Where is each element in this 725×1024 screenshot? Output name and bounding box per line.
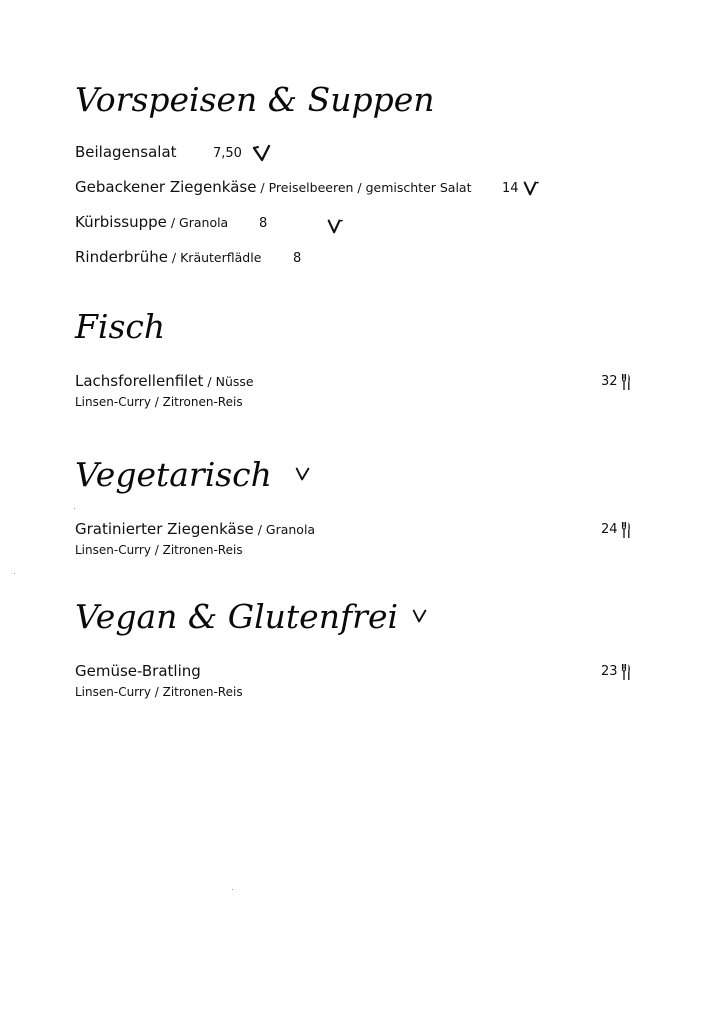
item-name: Gratinierter Ziegenkäse [75,520,254,538]
menu-item-kuerbissuppe [75,215,228,230]
vegetarian-icon [522,179,540,197]
menu-item-rinderbruehe [75,250,261,265]
item-name: Beilagensalat [75,143,177,161]
item-sides: Linsen-Curry / Zitronen-Reis [75,543,243,557]
item-name: Gemüse-Bratling [75,662,201,680]
item-name: Kürbissuppe [75,213,167,231]
section-title-fisch: Fisch [75,307,166,346]
item-description: / Nüsse [203,374,254,389]
item-price: 24 [601,522,618,537]
scan-speck [232,889,233,890]
vegetarian-icon [294,465,312,483]
cutlery-icon [621,373,631,391]
item-price: 14 [502,181,519,196]
item-price: 8 [259,216,268,231]
scan-speck [74,508,75,509]
item-name: Lachsforellenfilet [75,372,204,390]
item-description: / Granola [166,215,229,230]
menu-item-gemuese-bratling [75,664,201,679]
vegetarian-icon [326,216,344,236]
item-name: Gebackener Ziegenkäse [75,178,257,196]
cutlery-icon [621,663,631,681]
section-title-vorspeisen: Vorspeisen & Suppen [75,80,435,119]
cutlery-icon [621,521,631,539]
item-description: / Kräuterflädle [167,250,262,265]
section-title-vegetarisch: Vegetarisch [75,455,272,494]
menu-item-lachsforellenfilet [75,374,254,389]
vegetarian-icon [411,607,429,625]
item-description: / Preiselbeeren / gemischter Salat [256,180,472,195]
item-name: Rinderbrühe [75,248,168,266]
item-price: 8 [293,251,302,266]
item-price: 32 [601,374,618,389]
item-sides: Linsen-Curry / Zitronen-Reis [75,395,243,409]
item-sides: Linsen-Curry / Zitronen-Reis [75,685,243,699]
section-title-vegan-glutenfrei: Vegan & Glutenfrei [75,597,399,636]
item-price: 7,50 [213,146,242,161]
item-price: 23 [601,664,618,679]
menu-item-gratinierter-ziegenkaese [75,522,315,537]
vegetarian-icon [252,143,272,163]
menu-item-ziegenkaese [75,180,472,195]
scan-speck [14,573,15,574]
item-description: / Granola [253,522,316,537]
menu-item-beilagensalat [75,145,177,160]
